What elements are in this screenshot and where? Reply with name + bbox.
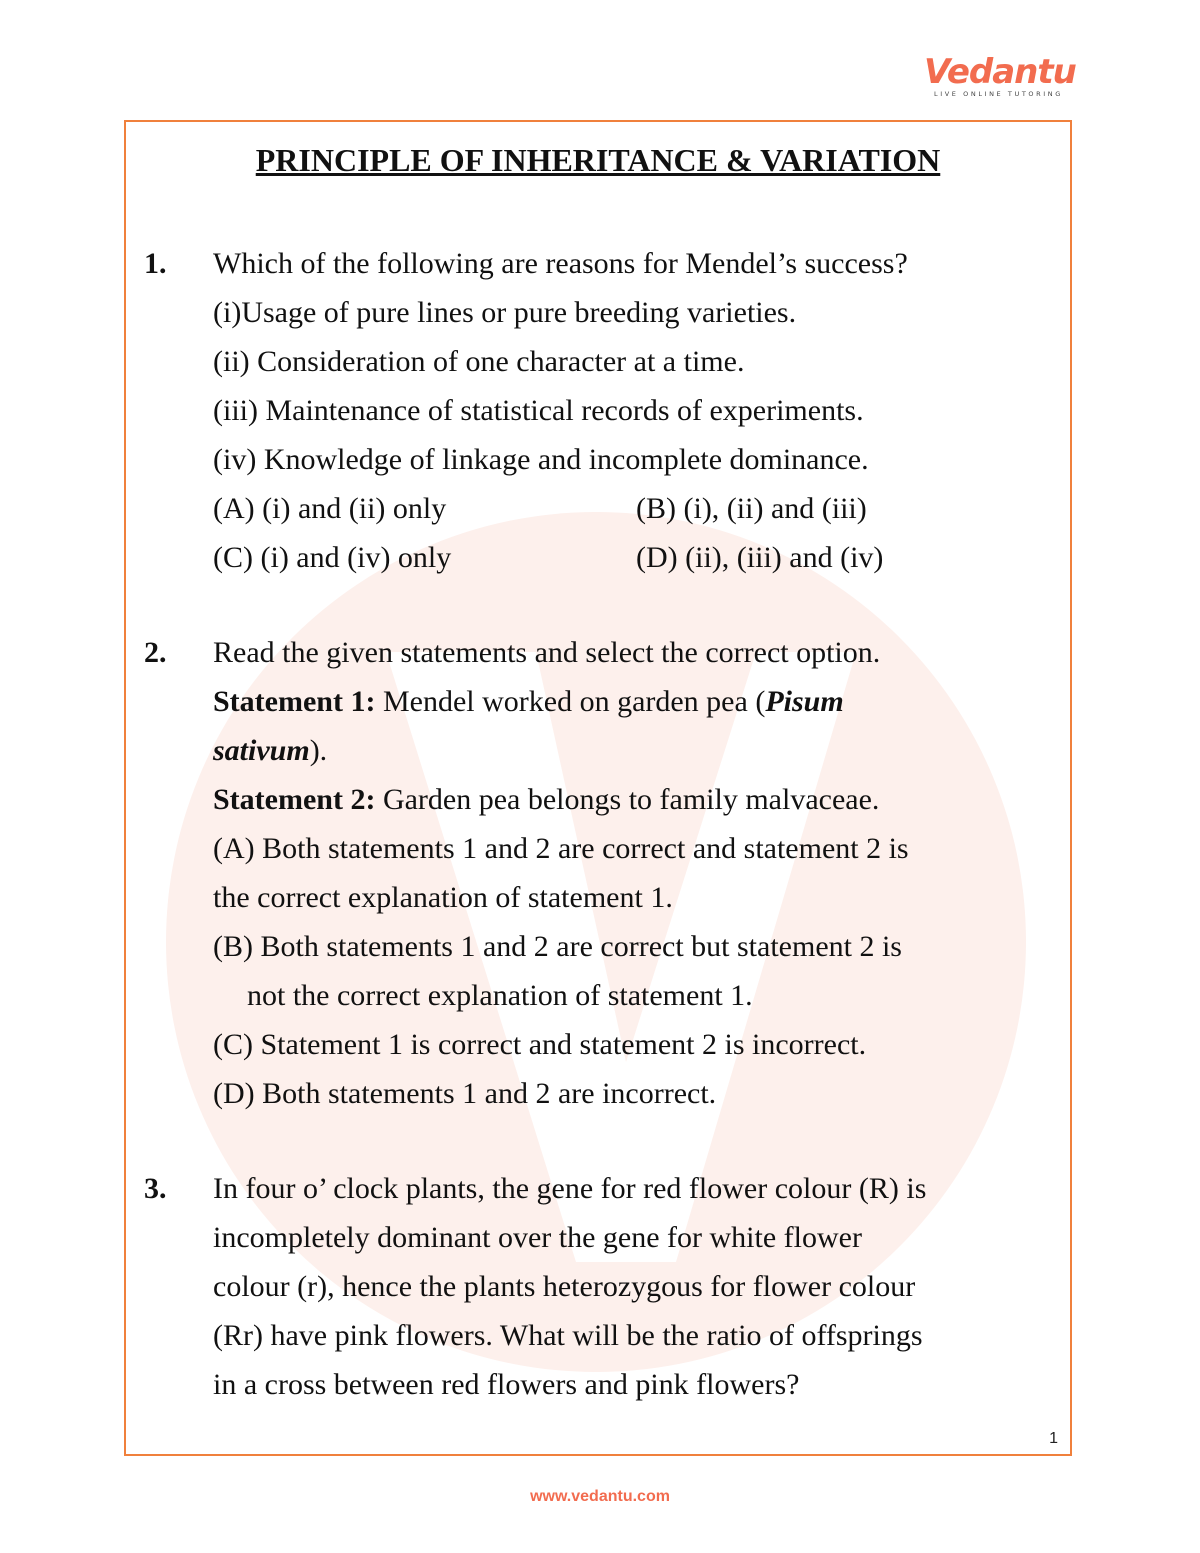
option-b: (B) (i), (ii) and (iii) [636,492,867,525]
question-text: (Rr) have pink flowers. What will be the ratio of offsprings [213,1319,923,1352]
option-c: (C) (i) and (iv) only [213,541,452,574]
statement-1 [213,677,1062,726]
question-number: 1. [144,247,167,280]
list-item: (i)Usage of pure lines or pure breeding varieties. [213,296,797,329]
option-d: (D) Both statements 1 and 2 are incorrect. [213,1077,717,1110]
question-text: Read the given statements and select the correct option. [213,636,881,669]
statement-label: Statement 2: [213,783,376,816]
list-item: (iii) Maintenance of statistical records of experiments. [213,394,864,427]
scientific-name: sativum [213,734,310,767]
statement-label: Statement 1: [213,685,376,718]
option-a: (A) (i) and (ii) only [213,492,447,525]
question-text: colour (r), hence the plants heterozygous for flower colour [213,1270,916,1303]
page-title: PRINCIPLE OF INHERITANCE & VARIATION [255,142,941,178]
list-item: (iv) Knowledge of linkage and incomplete dominance. [213,443,869,476]
statement-text: Garden pea belongs to family malvaceae. [375,783,880,816]
option-b-continued: not the correct explanation of statement 1. [247,979,753,1012]
page-frame [124,120,1072,1456]
footer-url[interactable]: www.vedantu.com [530,1488,670,1505]
option-b: (B) Both statements 1 and 2 are correct but statement 2 is [213,930,902,963]
question-text: Which of the following are reasons for Mendel’s success? [213,247,908,280]
list-item: (ii) Consideration of one character at a time. [213,345,745,378]
question-text: In four o’ clock plants, the gene for red flower colour (R) is [213,1172,927,1205]
logo-wordmark: Vedantu [924,52,1076,92]
question-text: in a cross between red flowers and pink flowers? [213,1368,800,1401]
vedantu-logo [924,52,1076,104]
page-number: 1 [1049,1430,1058,1447]
question-number: 3. [144,1172,167,1205]
statement-2 [213,775,1062,824]
option-c: (C) Statement 1 is correct and statement 2 is incorrect. [213,1028,867,1061]
statement-text: ). [309,734,328,767]
logo-tagline: LIVE ONLINE TUTORING [934,90,1063,98]
option-a-continued: the correct explanation of statement 1. [213,881,673,914]
option-a: (A) Both statements 1 and 2 are correct and statement 2 is [213,832,909,865]
question-number: 2. [144,636,167,669]
option-d: (D) (ii), (iii) and (iv) [636,541,884,574]
question-text: incompletely dominant over the gene for white flower [213,1221,862,1254]
scientific-name: Pisum [765,685,844,718]
statement-text: Mendel worked on garden pea ( [375,685,766,718]
